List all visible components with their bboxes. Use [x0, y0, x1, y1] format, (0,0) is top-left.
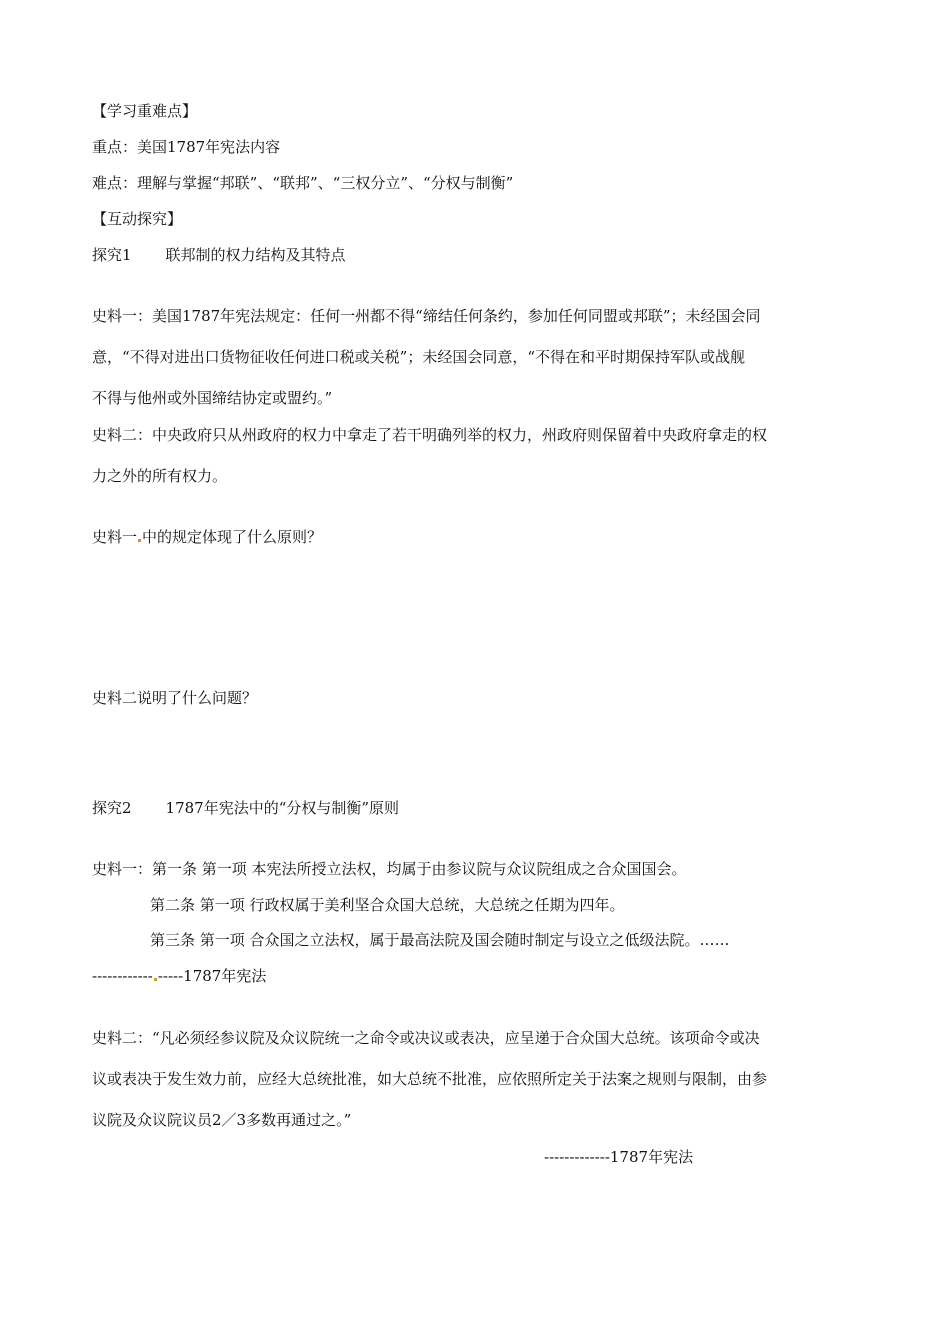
citation-dashes: ------------	[92, 967, 153, 985]
e2-source2-citation: -------------1787年宪法	[544, 1148, 694, 1166]
marker-dot	[154, 978, 157, 981]
heading-difficult: 【学习重难点】	[92, 102, 198, 120]
citation-source: -----1787年宪法	[157, 967, 267, 985]
explore2-label: 探究2	[92, 799, 132, 817]
e2-source2-line: 议院及众议院议员2／3多数再通过之。”	[92, 1111, 352, 1129]
explore1-title: 联邦制的权力结构及其特点	[165, 246, 346, 264]
marker-dot	[138, 539, 141, 542]
explore2-title: 1787年宪法中的“分权与制衡”原则	[165, 799, 400, 817]
difficult-point: 难点：理解与掌握“邦联”、“联邦”、“三权分立”、“分权与制衡”	[92, 174, 514, 192]
e2-source1-line2: 第二条 第一项 行政权属于美利坚合众国大总统，大总统之任期为四年。	[150, 896, 625, 914]
e1-source1-line: 史料一：美国1787年宪法规定：任何一州都不得“缔结任何条约，参加任何同盟或邦联”；未经国会同	[92, 307, 761, 325]
explore1-heading	[92, 245, 346, 265]
e1-source2-line: 史料二：中央政府只从州政府的权力中拿走了若干明确列举的权力，州政府则保留着中央政府拿走的权	[92, 426, 768, 444]
e2-source1-line3: 第三条 第一项 合众国之立法权，属于最高法院及国会随时制定与设立之低级法院。……	[150, 931, 730, 949]
question1-part-a: 史料一	[92, 528, 138, 546]
key-point: 重点：美国1787年宪法内容	[92, 138, 281, 156]
e1-source1-line: 意，“不得对进出口货物征收任何进口税或关税”；未经国会同意，“不得在和平时期保持军队或战舰	[92, 348, 746, 366]
e2-source1-citation	[92, 966, 266, 986]
e1-source2-line: 力之外的所有权力。	[92, 467, 228, 485]
e2-source2-line: 议或表决于发生效力前，应经大总统批准，如大总统不批准，应依照所定关于法案之规则与限制，由参	[92, 1070, 768, 1088]
question1	[92, 527, 322, 547]
e2-source2-line: 史料二：“凡必须经参议院及众议院统一之命令或决议或表决，应呈递于合众国大总统。该项命令或决	[92, 1029, 760, 1047]
explore2-heading	[92, 798, 399, 818]
e2-source1-line1: 史料一：第一条 第一项 本宪法所授立法权，均属于由参议院与众议院组成之合众国国会。	[92, 860, 687, 878]
e1-source1-line: 不得与他州或外国缔结协定或盟约。”	[92, 389, 333, 407]
question2: 史料二说明了什么问题？	[92, 689, 258, 707]
question1-part-b: 中的规定体现了什么原则？	[142, 528, 323, 546]
explore1-label: 探究1	[92, 246, 132, 264]
heading-explore: 【互动探究】	[92, 210, 183, 228]
